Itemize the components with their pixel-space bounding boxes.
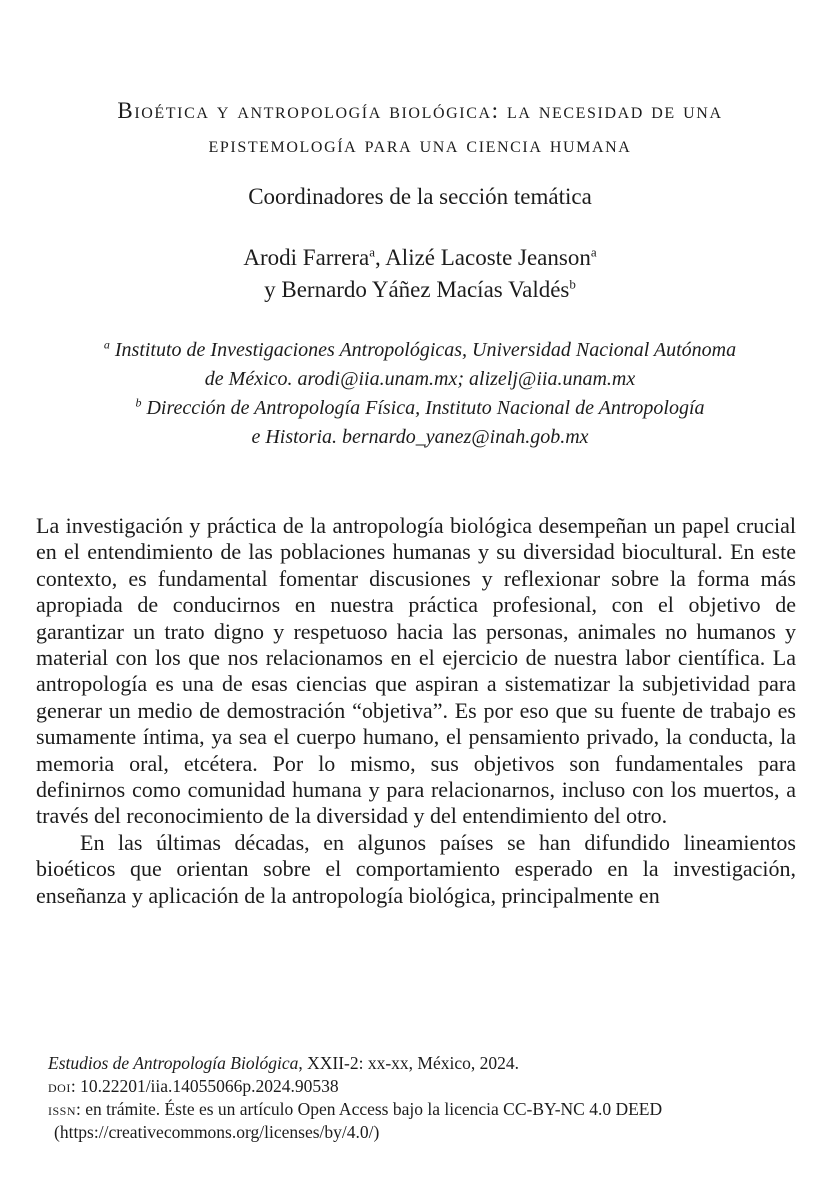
affiliation-b-line-1 — [40, 394, 800, 423]
doi-value: : 10.22201/iia.14055066p.2024.90538 — [70, 1076, 339, 1096]
author-name: , Alizé Lacoste Jeanson — [374, 245, 591, 270]
citation-footer — [48, 1052, 808, 1144]
issn-value: : en trámite. Éste es un artículo Open Access bajo la licencia CC-BY-NC 4.0 DEED — [76, 1099, 663, 1119]
affiliation-a-line-1 — [40, 336, 800, 365]
affiliation-b-line-2: e Historia. bernardo_yanez@inah.gob.mx — [251, 426, 589, 448]
affiliations — [40, 336, 800, 452]
issn-label: issn — [48, 1100, 77, 1119]
author-list — [60, 242, 780, 306]
affiliation-text: Instituto de Investigaciones Antropológicas, Universidad Nacional Autónoma — [109, 339, 737, 361]
issn-line — [48, 1098, 808, 1121]
affiliation-text: Dirección de Antropología Física, Instituto Nacional de Antropología — [141, 397, 705, 419]
journal-citation — [48, 1052, 808, 1075]
affiliation-marker: a — [369, 244, 375, 260]
journal-name: Estudios de Antropología Biológica — [48, 1053, 299, 1073]
author-line-1 — [60, 242, 780, 274]
affiliation-marker: b — [135, 395, 142, 410]
body-paragraph-1: La investigación y práctica de la antropología biológica desempeñan un papel crucial en el entendimiento de las poblaciones humanas y su diversidad biocultural. En este contexto, es fundamental fomentar discusiones y reflexionar sobre la forma más apropiada de conducirnos en nuestra práctica profesional, con el objetivo de garantizar un trato digno y respetuoso hacia las personas, animales no humanos y material con los que nos relacionamos en el ejercicio de nuestra labor científica. La antropología es una de esas ciencias que aspiran a sistematizar la subjetividad para generar un medio de demostración “objetiva”. Es por eso que su fuente de trabajo es sumamente íntima, ya sea el cuerpo humano, el pensamiento privado, la conducta, la memoria oral, etcétera. Por lo mismo, sus objetivos son fundamentales para definirnos como comunidad humana y para relacionarnos, incluso con los muertos, a través del reconocimiento de la diversidad y del entendimiento del otro. — [36, 513, 796, 829]
citation-details: , XXII-2: xx-xx, México, 2024. — [298, 1053, 519, 1073]
author-name: Arodi Farrera — [243, 245, 370, 270]
doi-label: doi — [48, 1077, 71, 1096]
article-title — [60, 94, 780, 162]
affiliation-a-line-2: de México. arodi@iia.unam.mx; alizelj@iia.unam.mx — [204, 368, 636, 390]
section-subtitle: Coordinadores de la sección temática — [248, 184, 592, 209]
author-name: y Bernardo Yáñez Macías Valdés — [264, 277, 570, 302]
affiliation-marker: b — [569, 276, 576, 292]
body-paragraph-2: En las últimas décadas, en algunos países se han difundido lineamientos bioéticos que orientan sobre el comportamiento esperado en la investigación, enseñanza y aplicación de la antropología biológica, principalmente en — [36, 829, 796, 908]
title-line-2: epistemología para una ciencia humana — [208, 132, 632, 157]
article-body — [36, 513, 796, 909]
affiliation-marker: a — [590, 244, 597, 260]
license-url: (https://creativecommons.org/licenses/by/4.0/) — [54, 1122, 380, 1142]
title-line-1: Bioética y antropología biológica: la necesidad de una — [117, 98, 723, 123]
author-line-2 — [60, 274, 780, 306]
doi-line — [48, 1075, 808, 1098]
affiliation-marker: a — [103, 337, 110, 352]
